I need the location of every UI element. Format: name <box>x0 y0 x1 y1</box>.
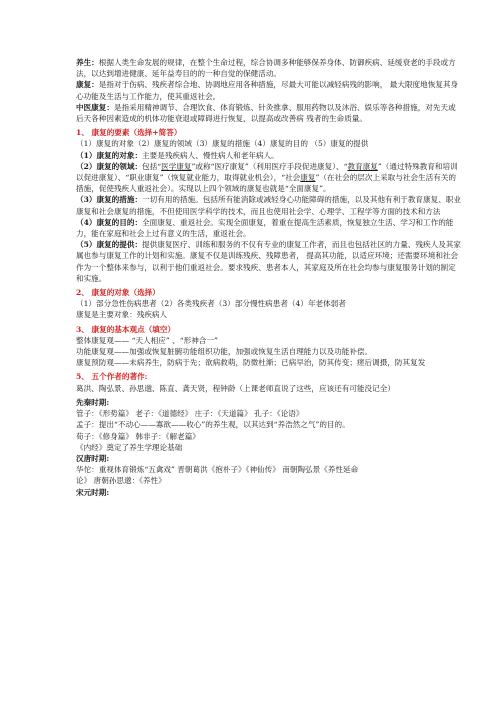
s2-line1: （1）部分急性伤病患者（2）各类残疾者（3）部分慢性病患者（4）年老体弱者 <box>76 299 346 309</box>
link-education-rehab: 教育康复 <box>347 161 378 171</box>
s3-line1: 整体康复观—— “天人相应” 、“形神合一” <box>76 335 218 345</box>
s1-items: （1）康复的对象（2）康复的领域（3）康复的措施（4）康复的目的 （5）康复的提供 <box>76 139 369 149</box>
section-3-heading: 3、 康复的基本观点（填空） <box>76 324 176 334</box>
pre-qin-line1: 管子：《形势篇》 老子：《道德经》 庄子：《天道篇》 孔子：《论语》 <box>76 409 304 419</box>
pre-qin-line3: 荀子：《修身篇》 韩非子：《解老篇》 <box>76 431 200 441</box>
term-kangfu: 康复： <box>76 80 99 90</box>
han-tang-line1: 华佗：重视体育锻炼“五禽戏” 晋朝葛洪《抱朴子》《神仙传》 南朝陶弘景《养性延命 <box>76 465 359 475</box>
period-song-yuan-title: 宋元时期: <box>76 487 110 497</box>
link-social-rehab: 康复 <box>300 173 316 183</box>
section-1-heading: 1、 康复的要素（选择+简答） <box>76 128 182 138</box>
def-zhongyi-kangfu: 中医康复：是指采用精神调节、合理饮食、体育锻炼、针灸推拿、服用药物以及沐浴、娱乐等各种措施，对先天或后天各种因素造成的机体功能衰退或障碍进行恢复，以提高或改善病 残者的生命质量。 <box>76 102 456 124</box>
section-2-heading: 2、 康复的对象（选择） <box>76 288 160 298</box>
s3-line2: 功能康复观——加强或恢复脏腑功能组织功能，加强或恢复生活自理能力以及功能补偿。 <box>76 347 373 357</box>
s1-object: （1）康复的对象：主要是残疾病人、慢性病人和老年病人。 <box>76 150 279 160</box>
period-pre-qin-title: 先秦时期: <box>76 397 110 407</box>
pre-qin-line2: 孟子：提出“不动心——寡欲——收心”的养生观，以其达到“养浩然之气”的目的。 <box>76 420 350 430</box>
s1-provide: （5）康复的提供：提供康复医疗、训练和服务的不仅有专业的康复工作者，而且也包括社区的力量、残疾人及其家属也参与康复工作的计划和实施。康复不仅是训练残疾、残障患者， 提高其功能，以适应环境；还需要环境和社会作为一个整体来参与，以利于他们重返社会。要求残疾、患者本人，其家庭及所在社会均参与康复服务计划的制定和实施。 <box>76 240 461 283</box>
section-5-heading: 5、 五个作者的著作: <box>76 372 148 382</box>
term-yangsheng: 养生： <box>76 58 99 67</box>
s5-line1: 葛洪、陶弘景、孙思邈、陈直、龚天贤，程钟龄（上课老师直说了这些，应该还有可能没记全） <box>76 383 395 393</box>
def-yangsheng: 养生：根据人类生命发展的规律，在整个生命过程，综合协调多种能够保养身体、防御疾病、延缓衰老的手段或方法，以达到增进健康、延年益寿目的的一种自觉的保健活动。 <box>76 58 456 79</box>
s1-measure: （3）康复的措施：一切有用的措施。包括所有能消除或减轻身心功能障碍的措施，以及其他有利于教育康复、职业康复和社会康复的措施，不但使用医学科学的技术，而且也使用社会学、心理学、工程学等方面的技术和方法 <box>76 195 461 216</box>
s3-line3: 康复预防观——未病养生，防病于先；欲病救萌，防微杜渐；已病早治，防其传变；瘥后调摄，防其复发 <box>76 358 426 368</box>
pre-qin-line4: 《内经》奠定了养生学理论基础 <box>76 442 183 452</box>
s2-line2: 康复是主要对象：残疾病人 <box>76 310 168 320</box>
period-han-tang-title: 汉唐时期: <box>76 453 110 463</box>
s1-field: （2）康复的领域：包括“医学康复”或称“医疗康复”（利用医疗手段促进康复）、“教育康复”（通过特殊教育和培训以促进康复）、“职业康复”（恢复就业能力，取得就业机会），“社会康复”（在社会的层次上采取与社会生活有关的措施，促使残疾人重返社会）。实现以上四个领域的康复也就是“全面康复”。 <box>76 161 458 194</box>
link-medical-rehab: 医学康复 <box>161 161 192 171</box>
def-kangfu: 康复：是指对于伤病、残疾者综合地、协调地应用各种措施，尽最大可能以减轻病残的影响， 最大限度地恢复其身心功能及生活与工作能力，使其重返社会。 <box>76 80 459 101</box>
term-zhongyi-kangfu: 中医康复： <box>76 102 114 112</box>
han-tang-line1b: 论》 唐朝孙思邈：《养性》 <box>76 476 166 486</box>
s1-goal: （4）康复的目的：全面康复、重返社会。实现全面康复，着重在提高生活素质，恢复独立生活、学习和工作的能力，能在家庭和社会上过有意义的生活，重返社会。 <box>76 217 454 239</box>
